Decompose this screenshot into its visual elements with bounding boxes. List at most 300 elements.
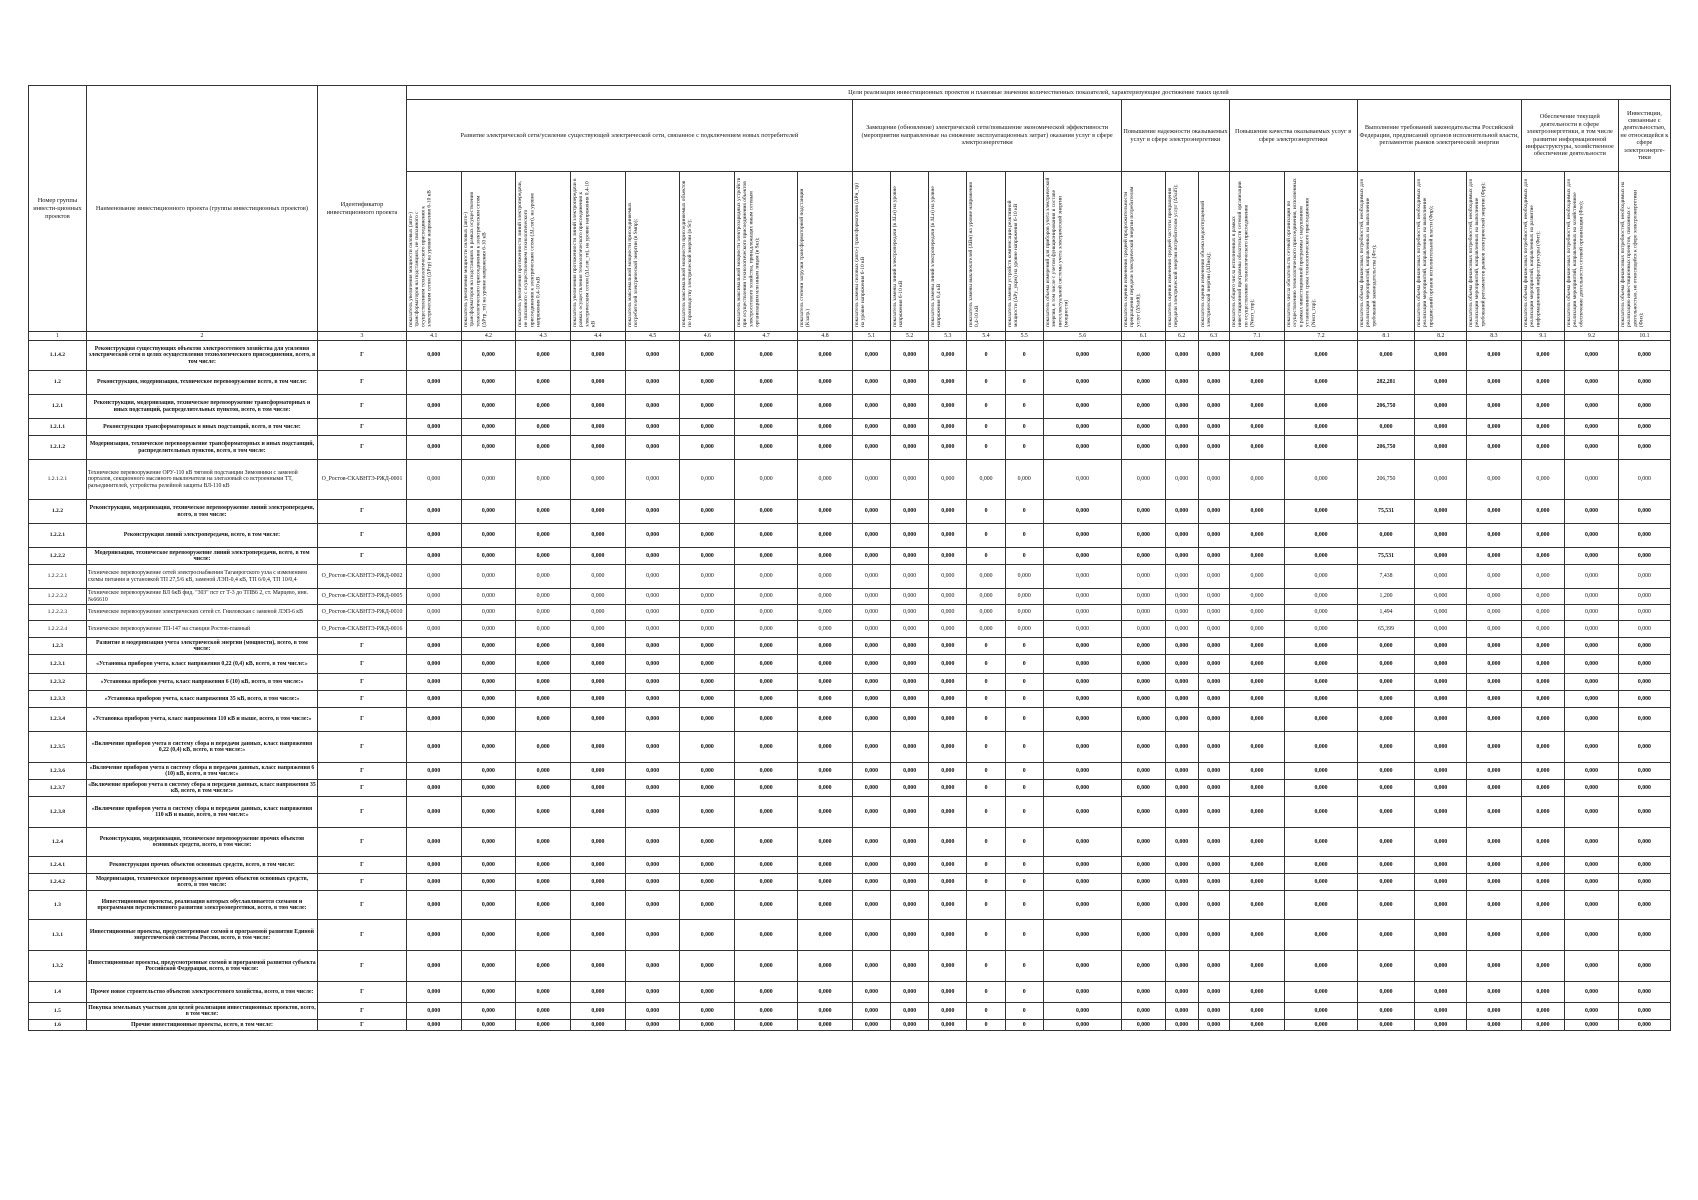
indicator-value: 0,000 [625, 460, 680, 500]
indicator-value: 0,000 [891, 436, 929, 460]
project-name: Техническое перевооружение электрических сетей ст. Гниловская с заменой ЛЭП-6 кВ [86, 605, 317, 621]
indicator-value: 0,000 [1521, 691, 1564, 708]
indicator-value: 0,000 [852, 691, 890, 708]
project-name: «Установка приборов учета, класс напряжения 6 (10) кВ, всего, в том числе:» [86, 674, 317, 691]
indicator-value: 0,000 [1285, 691, 1357, 708]
indicator-value: 0,000 [798, 548, 853, 565]
indicator-value: 0,000 [1357, 857, 1415, 874]
indicator-value: 0,000 [1285, 708, 1357, 732]
indicator-value: 0,000 [516, 341, 571, 371]
indicator-value: 0,000 [1165, 638, 1198, 655]
column-number: 3 [318, 332, 407, 341]
column-number: 5.3 [929, 332, 967, 341]
indicator-value: 0,000 [1285, 395, 1357, 419]
row-number: 1.4 [29, 982, 87, 1003]
subcol-label: показатель оценки изменения объема недоотпущенной электрической энергии (ΔПнед); [1199, 200, 1212, 327]
indicator-value: 0,000 [1285, 951, 1357, 982]
indicator-value: 0,000 [406, 419, 461, 436]
table-row [29, 732, 1671, 763]
indicator-value: 0,000 [516, 874, 571, 891]
indicator-value: 0,000 [406, 395, 461, 419]
indicator-value: 0,000 [1165, 548, 1198, 565]
indicator-value: 0,000 [798, 732, 853, 763]
indicator-value: 0,000 [1415, 655, 1467, 674]
indicator-value: 0,000 [891, 797, 929, 828]
indicator-value: 0,000 [798, 857, 853, 874]
indicator-value: 0,000 [852, 891, 890, 920]
indicator-value: 0,000 [1165, 371, 1198, 395]
indicator-value: 0,000 [1357, 874, 1415, 891]
subcol-label: показатель максимальной мощности электрозарядных устройств при осуществлении технологического присоединения объектов электросетевого хозяйства, принадлежащих иным сетевым организациям или иным лицам (в Sкз); [736, 177, 761, 327]
indicator-value: 0,000 [1565, 1020, 1619, 1031]
indicator-value: 0 [967, 780, 1005, 797]
indicator-value: 0,000 [852, 341, 890, 371]
indicator-value: 1,200 [1357, 589, 1415, 605]
indicator-value: 0,000 [1122, 797, 1165, 828]
project-name: Инвестиционные проекты, предусмотренные схемой и программой развития Единой энергетической системы России, всего, в том числе: [86, 920, 317, 951]
indicator-value: 0,000 [1415, 605, 1467, 621]
indicator-value: 0,000 [1285, 436, 1357, 460]
project-name: Техническое перевооружение ТП-147 на станции Ростов-главный [86, 621, 317, 638]
indicator-value: 0 [967, 874, 1005, 891]
indicator-value: 0,000 [1198, 857, 1229, 874]
indicator-value: 0,000 [929, 951, 967, 982]
indicator-value: 0,000 [516, 371, 571, 395]
indicator-value: 0,000 [929, 780, 967, 797]
indicator-value: 0,000 [852, 797, 890, 828]
indicator-value: 0 [1005, 780, 1043, 797]
project-id: Г [318, 395, 407, 419]
indicator-value: 0,000 [1165, 500, 1198, 524]
indicator-value: 0,000 [1565, 763, 1619, 780]
indicator-value: 0,000 [516, 621, 571, 638]
indicator-value: 0,000 [1122, 691, 1165, 708]
subcol-header [1467, 172, 1522, 332]
indicator-value: 0,000 [1165, 891, 1198, 920]
row-number: 1.2.1.2.1 [29, 460, 87, 500]
indicator-value: 0,000 [1565, 708, 1619, 732]
project-name: «Установка приборов учета, класс напряжения 0,22 (0,4) кВ, всего, в том числе:» [86, 655, 317, 674]
indicator-value: 0,000 [1165, 621, 1198, 638]
indicator-value: 0,000 [1198, 565, 1229, 589]
indicator-value: 0,000 [1229, 920, 1285, 951]
indicator-value: 0,000 [1521, 655, 1564, 674]
indicator-value: 0,000 [929, 891, 967, 920]
indicator-value: 0,000 [461, 419, 516, 436]
indicator-value: 0,000 [1415, 589, 1467, 605]
indicator-value: 0,000 [1165, 605, 1198, 621]
indicator-value: 0 [1005, 857, 1043, 874]
project-id: Г [318, 419, 407, 436]
indicator-value: 0,000 [1122, 732, 1165, 763]
indicator-value: 0,000 [852, 920, 890, 951]
indicator-value: 0,000 [1198, 621, 1229, 638]
indicator-value: 0,000 [1285, 891, 1357, 920]
table-row [29, 460, 1671, 500]
indicator-value: 0,000 [852, 589, 890, 605]
indicator-value: 0,000 [967, 460, 1005, 500]
indicator-value: 0 [1005, 419, 1043, 436]
indicator-value: 0,000 [406, 460, 461, 500]
indicator-value: 0,000 [1229, 460, 1285, 500]
indicator-value: 0,000 [891, 1020, 929, 1031]
indicator-value: 0,000 [1521, 1003, 1564, 1020]
subcol-header [1285, 172, 1357, 332]
indicator-value: 0,000 [1043, 891, 1121, 920]
indicator-value: 0,000 [1521, 780, 1564, 797]
indicator-value: 0,000 [1565, 797, 1619, 828]
indicator-value: 0,000 [625, 589, 680, 605]
indicator-value: 0,000 [1198, 691, 1229, 708]
indicator-value: 0,000 [571, 589, 626, 605]
indicator-value: 0,000 [1521, 395, 1564, 419]
indicator-value: 0,000 [1285, 605, 1357, 621]
indicator-value: 0,000 [1357, 732, 1415, 763]
indicator-value: 0,000 [852, 371, 890, 395]
indicator-value: 0,000 [1229, 589, 1285, 605]
indicator-value: 0,000 [1467, 674, 1522, 691]
indicator-value: 0,000 [461, 1020, 516, 1031]
indicator-value: 0,000 [891, 565, 929, 589]
indicator-value: 0,000 [1357, 797, 1415, 828]
indicator-value: 0,000 [929, 828, 967, 857]
row-number: 1.2.3.2 [29, 674, 87, 691]
indicator-value: 0,000 [1229, 874, 1285, 891]
row-number: 1.5 [29, 1003, 87, 1020]
indicator-value: 0,000 [571, 605, 626, 621]
indicator-value: 0,000 [1043, 419, 1121, 436]
indicator-value: 0 [967, 655, 1005, 674]
indicator-value: 0,000 [1285, 460, 1357, 500]
project-id: Г [318, 982, 407, 1003]
indicator-value: 0,000 [1043, 1003, 1121, 1020]
indicator-value: 0,000 [1285, 982, 1357, 1003]
project-name: Прочие инвестиционные проекты, всего, в том числе: [86, 1020, 317, 1031]
indicator-value: 0,000 [406, 874, 461, 891]
indicator-value: 0,000 [1122, 874, 1165, 891]
indicator-value: 0,000 [1467, 763, 1522, 780]
indicator-value: 0,000 [1467, 828, 1522, 857]
project-id: Г [318, 655, 407, 674]
indicator-value: 0,000 [1415, 797, 1467, 828]
table-row [29, 589, 1671, 605]
row-number: 1.3 [29, 891, 87, 920]
indicator-value: 0,000 [1165, 828, 1198, 857]
indicator-value: 0,000 [680, 674, 735, 691]
indicator-value: 0 [1005, 708, 1043, 732]
row-number: 1.2.2.2.1 [29, 565, 87, 589]
project-name: Покупка земельных участков для целей реализации инвестиционных проектов, всего, в том числе: [86, 1003, 317, 1020]
indicator-value: 0,000 [1122, 395, 1165, 419]
indicator-value: 0,000 [1565, 920, 1619, 951]
indicator-value: 0,000 [1229, 605, 1285, 621]
indicator-value: 0,000 [680, 460, 735, 500]
indicator-value: 0,000 [461, 589, 516, 605]
indicator-value: 0 [967, 1003, 1005, 1020]
indicator-value: 0,000 [1467, 857, 1522, 874]
indicator-value: 0,000 [1198, 1020, 1229, 1031]
indicator-value: 0,000 [798, 395, 853, 419]
indicator-value: 0,000 [1043, 797, 1121, 828]
indicator-value: 0,000 [406, 621, 461, 638]
project-id: Г [318, 524, 407, 548]
indicator-value: 0,000 [516, 395, 571, 419]
indicator-value: 0,000 [516, 891, 571, 920]
subcol-label: показатель объема финансовых потребностей, необходимых для реализации мероприятий, направленных на выполнение требований законодательства (Фтз); [1358, 178, 1378, 327]
indicator-value: 0,000 [1229, 655, 1285, 674]
indicator-value: 0,000 [1618, 674, 1670, 691]
indicator-value: 0,000 [798, 982, 853, 1003]
indicator-value: 0,000 [571, 951, 626, 982]
indicator-value: 0,000 [1285, 621, 1357, 638]
indicator-value: 0,000 [1467, 395, 1522, 419]
indicator-value: 0,000 [625, 500, 680, 524]
indicator-value: 0,000 [1229, 548, 1285, 565]
indicator-value: 0,000 [571, 920, 626, 951]
indicator-value: 0,000 [1198, 1003, 1229, 1020]
indicator-value: 0,000 [516, 732, 571, 763]
column-number: 8.1 [1357, 332, 1415, 341]
indicator-value: 0,000 [625, 828, 680, 857]
indicator-value: 0,000 [571, 891, 626, 920]
indicator-value: 0,000 [1043, 655, 1121, 674]
indicator-value: 0,000 [1565, 691, 1619, 708]
indicator-value: 0,000 [571, 436, 626, 460]
indicator-value: 0,000 [1285, 857, 1357, 874]
column-number: 4.8 [798, 332, 853, 341]
row-number: 1.2.3.5 [29, 732, 87, 763]
group-header-6: Обеспечение текущей деятельности в сфере электроэнергетики, в том числе развитие информационной инфраструктуры, хозяйственное обеспечение деятельности [1521, 100, 1618, 172]
row-number: 1.2 [29, 371, 87, 395]
indicator-value: 0,000 [1565, 436, 1619, 460]
indicator-value: 0,000 [735, 1020, 798, 1031]
indicator-value: 0,000 [1565, 674, 1619, 691]
indicator-value: 0,000 [735, 605, 798, 621]
indicator-value: 0,000 [967, 589, 1005, 605]
project-id: Г [318, 732, 407, 763]
indicator-value: 0,000 [1043, 371, 1121, 395]
indicator-value: 0,000 [1165, 857, 1198, 874]
indicator-value: 0,000 [571, 341, 626, 371]
indicator-value: 0,000 [891, 874, 929, 891]
table-row [29, 548, 1671, 565]
indicator-value: 0,000 [929, 874, 967, 891]
investment-program-sheet [28, 85, 1671, 1092]
column-number: 4.6 [680, 332, 735, 341]
indicator-value: 7,438 [1357, 565, 1415, 589]
indicator-value: 0,000 [735, 638, 798, 655]
indicator-value: 0,000 [852, 524, 890, 548]
indicator-value: 0,000 [1122, 828, 1165, 857]
indicator-value: 0,000 [1122, 638, 1165, 655]
row-number: 1.2.3.4 [29, 708, 87, 732]
indicator-value: 0,000 [1043, 708, 1121, 732]
indicator-value: 0,000 [798, 674, 853, 691]
indicator-value: 0,000 [1618, 371, 1670, 395]
indicator-value: 0,000 [1198, 982, 1229, 1003]
project-id: Г [318, 828, 407, 857]
indicator-value: 0,000 [625, 891, 680, 920]
indicator-value: 0,000 [1618, 638, 1670, 655]
row-number: 1.2.3.8 [29, 797, 87, 828]
indicator-value: 0,000 [406, 655, 461, 674]
indicator-value: 0 [967, 500, 1005, 524]
indicator-value: 0,000 [929, 691, 967, 708]
project-id: О_Ростов-СКАВНТЭ-РЖД-0002 [318, 565, 407, 589]
indicator-value: 0,000 [1565, 589, 1619, 605]
indicator-value: 0,000 [516, 524, 571, 548]
indicator-value: 0,000 [1165, 691, 1198, 708]
indicator-value: 0,000 [1618, 874, 1670, 891]
indicator-value: 0,000 [1165, 674, 1198, 691]
indicator-value: 0,000 [1467, 524, 1522, 548]
indicator-value: 0,000 [516, 691, 571, 708]
indicator-value: 0,000 [891, 732, 929, 763]
indicator-value: 0,000 [1229, 828, 1285, 857]
indicator-value: 0,000 [798, 341, 853, 371]
indicator-value: 0,000 [1122, 982, 1165, 1003]
indicator-value: 0,000 [735, 780, 798, 797]
indicator-value: 0,000 [1165, 1003, 1198, 1020]
indicator-value: 0,000 [929, 920, 967, 951]
indicator-value: 65,399 [1357, 621, 1415, 638]
indicator-value: 0,000 [516, 638, 571, 655]
subcol-label: показатель объема финансовых потребностей, необходимых для реализации мероприятий, направленных на развитие информационной инфраструктуры (Фит); [1522, 178, 1542, 327]
table-row [29, 565, 1671, 589]
indicator-value: 0,000 [735, 828, 798, 857]
indicator-value: 0,000 [680, 891, 735, 920]
indicator-value: 0,000 [1521, 891, 1564, 920]
indicator-value: 0,000 [1198, 395, 1229, 419]
indicator-value: 0,000 [1198, 589, 1229, 605]
row-number: 1.2.3.1 [29, 655, 87, 674]
indicator-value: 0,000 [406, 982, 461, 1003]
indicator-value: 0,000 [516, 655, 571, 674]
indicator-value: 0,000 [1285, 341, 1357, 371]
indicator-value: 0,000 [516, 780, 571, 797]
project-id: Г [318, 341, 407, 371]
indicator-value: 75,531 [1357, 548, 1415, 565]
row-number: 1.2.2 [29, 500, 87, 524]
indicator-value: 0,000 [1415, 691, 1467, 708]
indicator-value: 0 [967, 371, 1005, 395]
indicator-value: 0,000 [1165, 780, 1198, 797]
indicator-value: 0,000 [929, 341, 967, 371]
project-id: Г [318, 857, 407, 874]
subcol-label: показатель замены линий электропередачи (в ΔLн) на уровне напряжения 0,4 кВ [930, 185, 943, 327]
indicator-value: 0,000 [1122, 1003, 1165, 1020]
indicator-value: 0,000 [798, 500, 853, 524]
indicator-value: 0,000 [406, 674, 461, 691]
indicator-value: 0,000 [798, 951, 853, 982]
column-number: 9.2 [1565, 332, 1619, 341]
indicator-value: 0,000 [1565, 951, 1619, 982]
subcol-header [798, 172, 853, 332]
indicator-value: 0 [967, 524, 1005, 548]
indicator-value: 75,531 [1357, 500, 1415, 524]
indicator-value: 282,281 [1357, 371, 1415, 395]
project-id: О_Ростов-СКАВНТЭ-РЖД-0016 [318, 621, 407, 638]
indicator-value: 0 [1005, 797, 1043, 828]
indicator-value: 0,000 [1415, 891, 1467, 920]
indicator-value: 0,000 [406, 1020, 461, 1031]
indicator-value: 0 [1005, 371, 1043, 395]
indicator-value: 0,000 [571, 708, 626, 732]
indicator-value: 0,000 [735, 874, 798, 891]
row-number: 1.2.2.2.2 [29, 589, 87, 605]
indicator-value: 0,000 [891, 828, 929, 857]
indicator-value: 0,000 [798, 655, 853, 674]
table-row [29, 341, 1671, 371]
project-id: О_Ростов-СКАВНТЭ-РЖД-0010 [318, 605, 407, 621]
indicator-value: 0,000 [1565, 828, 1619, 857]
subcol-label: показатель максимальной мощности присоединяемых потребителей электрической энергии (в Sмпр); [626, 202, 639, 327]
indicator-value: 0,000 [1165, 419, 1198, 436]
indicator-value: 0,000 [1565, 395, 1619, 419]
group-header-2: Замещение (обновление) электрической сети/повышение экономической эффективности (мероприятия направленные на снижение эксплуатационных затрат) оказания услуг в сфере электроэнергетики [852, 100, 1121, 172]
indicator-value: 0,000 [1618, 828, 1670, 857]
indicator-value: 0,000 [406, 951, 461, 982]
indicator-value: 0,000 [1229, 436, 1285, 460]
indicator-value: 0,000 [1229, 732, 1285, 763]
indicator-value: 0,000 [1198, 548, 1229, 565]
indicator-value: 0,000 [1198, 874, 1229, 891]
indicator-value: 0,000 [1357, 891, 1415, 920]
project-name: «Включение приборов учета в систему сбора и передачи данных, класс напряжения 6 (10) кВ, всего, в том числе:» [86, 763, 317, 780]
indicator-value: 0 [1005, 982, 1043, 1003]
indicator-value: 0,000 [625, 732, 680, 763]
subcol-header [1521, 172, 1564, 332]
indicator-value: 0,000 [1165, 763, 1198, 780]
group-header-4: Повышение качества оказываемых услуг в сфере электроэнергетики [1229, 100, 1357, 172]
row-number: 1.2.2.1 [29, 524, 87, 548]
indicator-value: 0,000 [1165, 874, 1198, 891]
row-number: 1.2.3.6 [29, 763, 87, 780]
indicator-value: 0,000 [1467, 920, 1522, 951]
project-id: Г [318, 763, 407, 780]
indicator-value: 0 [1005, 674, 1043, 691]
indicator-value: 0,000 [406, 828, 461, 857]
indicator-value: 0,000 [1122, 920, 1165, 951]
table-row [29, 500, 1671, 524]
col-id-header: Идентификатор инвестиционного проекта [318, 86, 407, 332]
indicator-value: 0,000 [1229, 763, 1285, 780]
indicator-value: 0,000 [1415, 371, 1467, 395]
indicator-value: 0,000 [1043, 951, 1121, 982]
indicator-value: 0,000 [406, 691, 461, 708]
indicator-value: 0,000 [1415, 732, 1467, 763]
indicator-value: 0,000 [891, 500, 929, 524]
indicator-value: 0,000 [1467, 565, 1522, 589]
indicator-value: 0,000 [1357, 638, 1415, 655]
indicator-value: 0,000 [929, 524, 967, 548]
indicator-value: 1,494 [1357, 605, 1415, 621]
table-row [29, 780, 1671, 797]
project-name: Развитие и модернизация учета электрической энергии (мощности), всего, в том числе: [86, 638, 317, 655]
indicator-value: 0,000 [516, 500, 571, 524]
subcol-label: показатель максимальной мощности присоединяемых объектов по производству электрической энергии (в Sг); [681, 180, 694, 327]
indicator-value: 0,000 [1521, 763, 1564, 780]
column-number: 6.2 [1165, 332, 1198, 341]
indicator-value: 0,000 [1198, 341, 1229, 371]
indicator-value: 0,000 [680, 780, 735, 797]
indicator-value: 0,000 [891, 891, 929, 920]
table-row [29, 691, 1671, 708]
table-row [29, 621, 1671, 638]
indicator-value: 0,000 [461, 500, 516, 524]
indicator-value: 0,000 [625, 982, 680, 1003]
indicator-value: 0,000 [461, 548, 516, 565]
